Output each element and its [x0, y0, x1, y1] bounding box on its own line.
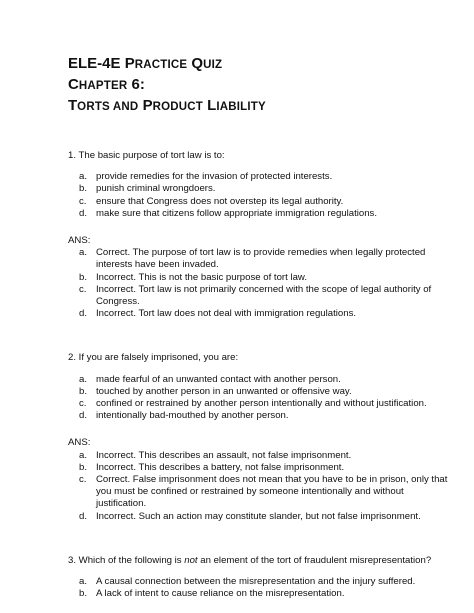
list-item: [79, 398, 448, 410]
title-e-p: [111, 55, 135, 72]
list-item: [79, 308, 448, 320]
title-uiz: UIZ: [203, 59, 223, 71]
list-item: [79, 171, 448, 183]
option-text: A causal connection between the misrepresentation and the injury suffered.: [96, 576, 416, 588]
list-item: [79, 247, 448, 271]
option-letter: a.: [79, 373, 88, 385]
list-item: [79, 374, 448, 386]
document-title: [68, 54, 448, 117]
title-ep-text: E P: [110, 55, 135, 72]
title-roduct: RODUCT: [152, 101, 203, 113]
prompt-emphasis: not: [184, 554, 198, 566]
answer-letter: c.: [79, 474, 87, 486]
title-line-1: [68, 54, 448, 75]
title-l: L: [202, 97, 217, 114]
option-letter: a.: [79, 576, 88, 588]
list-item: [79, 284, 448, 308]
list-item: [79, 272, 448, 284]
option-text: provide remedies for the invasion of protected interests.: [96, 171, 333, 183]
answer-letter: a.: [79, 449, 88, 461]
list-item: [79, 511, 448, 523]
answer-text: Incorrect. Tort law does not deal with immigration regulations.: [96, 308, 357, 320]
question-3-options: [79, 576, 448, 600]
title-line-3: [68, 96, 448, 117]
question-3-prompt: [68, 555, 448, 567]
option-text: punish criminal wrongdoers.: [96, 183, 216, 195]
option-letter: c.: [79, 195, 87, 207]
option-text: confined or restrained by another person intentionally and without justification.: [96, 398, 427, 410]
list-item: [79, 576, 448, 588]
list-item: [79, 450, 448, 462]
title-c: C: [68, 76, 79, 93]
list-item: [79, 410, 448, 422]
question-1-prompt: 1. The basic purpose of tort law is to:: [68, 150, 225, 161]
question-1-answers: [79, 247, 448, 320]
option-text: A lack of intent to cause reliance on the misrepresentation.: [96, 588, 345, 600]
answer-text: Incorrect. This describes an assault, not false imprisonment.: [96, 449, 352, 461]
answer-text: Correct. The purpose of tort law is to provide remedies when legally protected interests have been invaded.: [96, 247, 426, 271]
question-2-answers: [79, 450, 448, 523]
title-ractice: RACTICE: [134, 59, 188, 71]
option-letter: b.: [79, 588, 88, 600]
answer-letter: b.: [79, 461, 88, 473]
option-letter: b.: [79, 183, 88, 195]
title-line-2: [68, 75, 448, 96]
answer-letter: d.: [79, 308, 88, 320]
list-item: [79, 588, 448, 600]
question-2-prompt: 2. If you are falsely imprisoned, you are:: [68, 352, 239, 364]
question-1-options: [79, 171, 448, 220]
answer-letter: b.: [79, 271, 88, 283]
title-q: Q: [187, 55, 204, 72]
option-letter: c.: [79, 398, 87, 410]
option-letter: d.: [79, 207, 88, 219]
option-letter: b.: [79, 385, 88, 397]
list-item: [79, 462, 448, 474]
answer-letter: a.: [79, 247, 88, 259]
answer-letter: d.: [79, 510, 88, 522]
answer-text: Correct. False imprisonment does not mean that you have to be in prison, only that you must be confined or restrained by someone intentionally and without justification.: [96, 474, 448, 510]
title-orts-and: ORTS AND: [77, 101, 139, 113]
question-1-ans-label: ANS:: [68, 235, 91, 247]
answer-text: Incorrect. Tort law is not primarily concerned with the scope of legal authority of Congress.: [96, 283, 432, 308]
title-hapter: HAPTER: [78, 80, 128, 92]
title-iability: IABILITY: [216, 101, 266, 113]
option-letter: a.: [79, 171, 88, 183]
option-text: make sure that citizens follow appropriate immigration regulations.: [96, 207, 378, 219]
answer-letter: c.: [79, 283, 87, 295]
list-item: [79, 183, 448, 195]
answer-text: Incorrect. This describes a battery, not false imprisonment.: [96, 461, 345, 473]
prompt-text: 3. Which of the following is: [68, 554, 185, 566]
prompt-text: an element of the tort of fraudulent misrepresentation?: [197, 554, 432, 566]
list-item: [79, 208, 448, 220]
list-item: [79, 474, 448, 511]
title-ele: ELE-4: [68, 55, 111, 72]
answer-text: Incorrect. This is not the basic purpose of tort law.: [96, 271, 307, 283]
question-2-ans-label: ANS:: [68, 437, 91, 449]
title-t: T: [68, 97, 78, 114]
list-item: [79, 196, 448, 208]
answer-text: Incorrect. Such an action may constitute slander, but not false imprisonment.: [96, 510, 421, 522]
option-text: touched by another person in an unwanted or offensive way.: [96, 385, 352, 397]
title-p: P: [138, 97, 153, 114]
title-chapter-num: 6:: [127, 76, 145, 93]
option-text: ensure that Congress does not overstep its legal authority.: [96, 195, 344, 207]
option-text: made fearful of an unwanted contact with another person.: [96, 373, 341, 385]
list-item: [79, 386, 448, 398]
option-letter: d.: [79, 410, 88, 422]
document-page: [68, 54, 448, 600]
question-2-options: [79, 374, 448, 423]
option-text: intentionally bad-mouthed by another person.: [96, 410, 289, 422]
